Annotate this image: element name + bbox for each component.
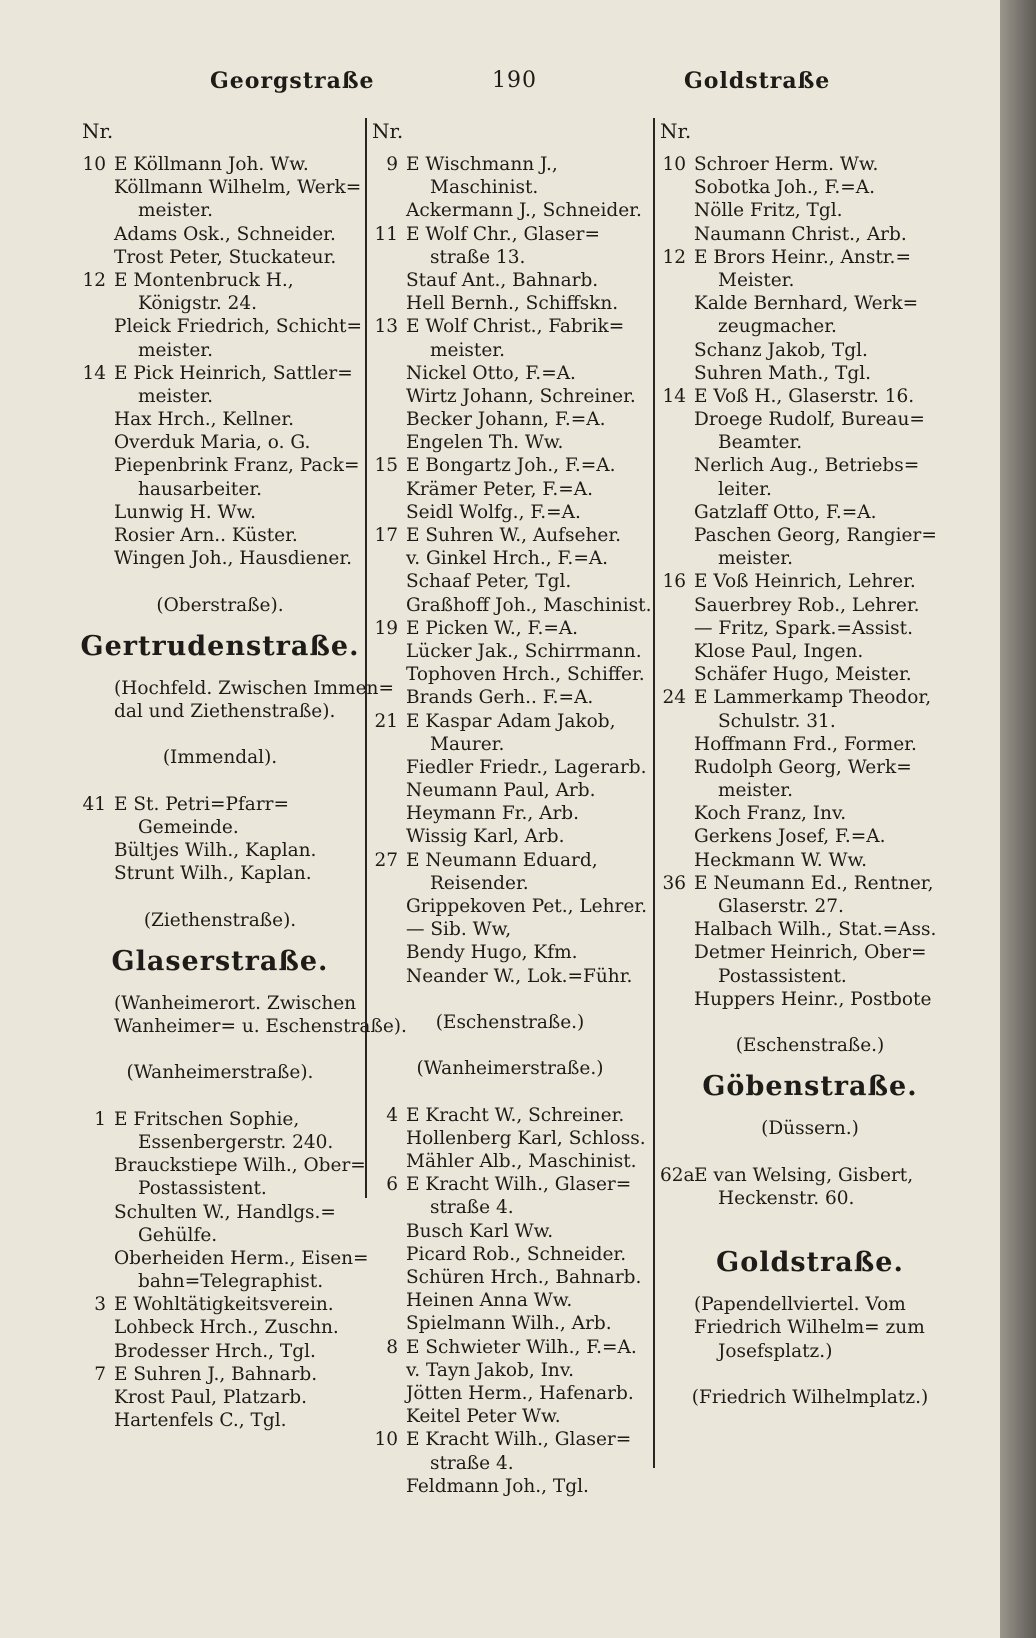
resident-line: Huppers Heinr., Postbote: [694, 988, 932, 1010]
house-entry: [372, 1428, 648, 1451]
resident-line: meister.: [718, 548, 793, 570]
resident-text: E Wischmann J.,: [406, 154, 558, 175]
resident-text: E Fritschen Sophie,: [114, 1108, 300, 1130]
street-heading: Gertrudenstraße.: [80, 630, 360, 662]
resident-line: Hartenfels C., Tgl.: [114, 1410, 287, 1432]
resident-text: E Picken W., F.=A.: [406, 617, 579, 639]
resident-text: E Schwieter Wilh., F.=A.: [406, 1336, 637, 1358]
resident-line: Oberheiden Herm., Eisen=: [114, 1247, 369, 1269]
house-entry: [372, 153, 648, 176]
resident-line: Lunwig H. Ww.: [114, 501, 257, 523]
house-entry: [660, 872, 960, 895]
resident-line: Graßhoff Joh., Maschinist.: [406, 594, 652, 616]
house-number: 21: [374, 710, 398, 732]
resident-line: (Wanheimerort. Zwischen: [114, 992, 357, 1014]
house-entry: [372, 315, 648, 338]
house-entry: [80, 1108, 360, 1131]
resident-text: E Suhren W., Aufseher.: [406, 525, 622, 546]
resident-text: E Voß Heinrich, Lehrer.: [694, 571, 916, 593]
house-number: 13: [374, 316, 398, 338]
house-entry: [372, 223, 648, 246]
house-number: 24: [662, 687, 686, 709]
resident-line: meister.: [430, 339, 505, 361]
spacer: [372, 988, 648, 1011]
resident-line: Reisender.: [430, 872, 529, 894]
resident-line: meister.: [718, 780, 793, 802]
page-edge: [1000, 0, 1036, 1638]
resident-line: — Sib. Ww,: [406, 919, 512, 941]
resident-line: Seidl Wolfg., F.=A.: [406, 501, 581, 523]
spacer: [372, 1034, 648, 1057]
running-head-right: Goldstraße: [684, 68, 831, 94]
resident-text: E Kracht Wilh., Glaser=: [406, 1429, 632, 1451]
house-entry: [80, 1363, 360, 1386]
resident-line: hausarbeiter.: [138, 478, 263, 500]
spacer: [80, 1038, 360, 1061]
resident-line: v. Tayn Jakob, Inv.: [406, 1359, 574, 1381]
house-number: 16: [662, 571, 686, 593]
spacer: [80, 1085, 360, 1108]
house-number: 41: [82, 793, 106, 815]
resident-line: Königstr. 24.: [138, 293, 258, 315]
resident-line: Wissig Karl, Arb.: [406, 826, 565, 848]
house-entry: [80, 153, 360, 176]
resident-line: Droege Rudolf, Bureau=: [694, 409, 925, 431]
resident-line: Gemeinde.: [138, 816, 239, 838]
resident-line: straße 4.: [430, 1452, 514, 1474]
spacer: [80, 885, 360, 908]
resident-line: Pleick Friedrich, Schicht=: [114, 316, 362, 338]
house-entry: [660, 153, 960, 176]
cross-street: (Oberstraße).: [156, 594, 284, 616]
house-number: 7: [94, 1363, 106, 1385]
resident-line: straße 4.: [430, 1197, 514, 1219]
resident-text: E Pick Heinrich, Sattler=: [114, 362, 353, 384]
resident-line: Spielmann Wilh., Arb.: [406, 1313, 612, 1335]
resident-line: Schulten W., Handlgs.=: [114, 1201, 336, 1223]
resident-line: Josefsplatz.): [718, 1340, 833, 1362]
house-number: 27: [374, 849, 398, 871]
resident-line: Nölle Fritz, Tgl.: [694, 200, 843, 222]
resident-line: Hax Hrch., Kellner.: [114, 409, 295, 431]
house-entry: [372, 454, 648, 477]
resident-line: v. Ginkel Hrch., F.=A.: [406, 548, 609, 570]
cross-street: (Eschenstraße.): [435, 1011, 585, 1033]
house-number: 11: [374, 223, 398, 245]
house-number: 62a: [660, 1164, 695, 1186]
resident-text: E Montenbruck H.,: [114, 269, 294, 291]
resident-line: Klose Paul, Ingen.: [694, 640, 864, 662]
resident-line: Halbach Wilh., Stat.=Ass.: [694, 919, 937, 941]
house-entry: [660, 686, 960, 709]
house-number: 14: [82, 362, 106, 384]
cross-street: (Ziethenstraße).: [143, 909, 297, 931]
resident-line: Neander W., Lok.=Führ.: [406, 965, 633, 987]
cross-street: (Friedrich Wilhelmplatz.): [691, 1387, 929, 1408]
house-entry: [80, 362, 360, 385]
house-entry: [660, 246, 960, 269]
spacer: [80, 723, 360, 746]
page-number: 190: [492, 68, 537, 93]
resident-text: E van Welsing, Gisbert,: [694, 1164, 914, 1186]
resident-line: (Hochfeld. Zwischen Immen=: [114, 677, 394, 699]
resident-line: Hollenberg Karl, Schloss.: [406, 1127, 646, 1149]
resident-line: Schaaf Peter, Tgl.: [406, 571, 572, 593]
resident-line: meister.: [138, 339, 213, 361]
cross-street: (Düssern.): [761, 1118, 859, 1140]
resident-line: Sobotka Joh., F.=A.: [694, 177, 876, 199]
resident-line: Schüren Hrch., Bahnarb.: [406, 1267, 642, 1288]
resident-line: Mähler Alb., Maschinist.: [406, 1151, 637, 1173]
resident-line: meister.: [138, 385, 213, 407]
column-label: Nr.: [660, 119, 692, 143]
resident-line: Schulstr. 31.: [718, 710, 836, 732]
resident-line: Schanz Jakob, Tgl.: [694, 339, 868, 361]
resident-line: Schäfer Hugo, Meister.: [694, 664, 912, 686]
resident-line: Gatzlaff Otto, F.=A.: [694, 501, 877, 523]
resident-line: Engelen Th. Ww.: [406, 432, 564, 454]
resident-line: Fiedler Friedr., Lagerarb.: [406, 756, 647, 778]
house-number: 17: [374, 525, 398, 546]
resident-line: Lohbeck Hrch., Zuschn.: [114, 1317, 339, 1339]
column-divider: [653, 118, 655, 1468]
resident-line: Koch Franz, Inv.: [694, 803, 847, 825]
resident-line: Nerlich Aug., Betriebs=: [694, 455, 920, 477]
cross-street: (Immendal).: [162, 747, 278, 769]
resident-line: Ackermann J., Schneider.: [406, 200, 642, 222]
house-entry: [372, 617, 648, 640]
house-number: 1: [94, 1108, 106, 1130]
resident-line: Brodesser Hrch., Tgl.: [114, 1340, 316, 1362]
resident-line: Krost Paul, Platzarb.: [114, 1387, 308, 1408]
resident-line: Brands Gerh.. F.=A.: [406, 687, 594, 709]
resident-text: E Bongartz Joh., F.=A.: [406, 455, 616, 477]
spacer: [660, 1210, 960, 1233]
resident-text: E St. Petri=Pfarr=: [114, 793, 290, 815]
house-entry: [660, 385, 960, 408]
column-label: Nr.: [82, 119, 114, 143]
resident-line: Kalde Bernhard, Werk=: [694, 293, 919, 315]
resident-text: E Köllmann Joh. Ww.: [114, 154, 309, 175]
resident-line: Feldmann Joh., Tgl.: [406, 1475, 589, 1497]
column-label: Nr.: [372, 119, 404, 143]
resident-line: Paschen Georg, Rangier=: [694, 525, 937, 546]
house-number: 15: [374, 455, 398, 477]
house-entry: [372, 710, 648, 733]
resident-text: E Kaspar Adam Jakob,: [406, 710, 616, 732]
spacer: [660, 1363, 960, 1386]
spacer: [660, 1011, 960, 1034]
spacer: [660, 1141, 960, 1164]
resident-line: Tophoven Hrch., Schiffer.: [406, 664, 645, 686]
resident-text: E Neumann Eduard,: [406, 849, 598, 871]
resident-line: straße 13.: [430, 246, 526, 268]
resident-line: Heinen Anna Ww.: [406, 1290, 573, 1312]
resident-line: Jötten Herm., Hafenarb.: [406, 1382, 634, 1404]
house-number: 36: [662, 872, 686, 894]
resident-line: Gehülfe.: [138, 1224, 218, 1246]
running-head-left: Georgstraße: [210, 68, 375, 94]
resident-line: Gerkens Josef, F.=A.: [694, 826, 886, 848]
resident-text: E Brors Heinr., Anstr.=: [694, 246, 911, 268]
house-number: 3: [94, 1294, 106, 1316]
house-entry: [80, 1293, 360, 1316]
resident-line: Meister.: [718, 269, 795, 291]
cross-street: (Wanheimerstraße.): [416, 1058, 604, 1080]
resident-line: Hoffmann Frd., Former.: [694, 733, 917, 755]
house-entry: [372, 1173, 648, 1196]
resident-line: Wanheimer= u. Eschenstraße).: [114, 1016, 407, 1037]
house-entry: [372, 524, 648, 547]
resident-text: E Lammerkamp Theodor,: [694, 687, 932, 709]
house-number: 4: [386, 1104, 398, 1126]
resident-line: bahn=Telegraphist.: [138, 1271, 324, 1293]
house-number: 14: [662, 385, 686, 407]
house-number: 10: [662, 154, 686, 175]
resident-line: leiter.: [718, 478, 772, 500]
resident-line: Heckenstr. 60.: [718, 1187, 855, 1209]
resident-line: dal und Ziethenstraße).: [114, 700, 336, 722]
resident-text: E Kracht Wilh., Glaser=: [406, 1174, 632, 1196]
house-number: 12: [82, 269, 106, 291]
house-number: 6: [386, 1174, 398, 1196]
resident-text: E Neumann Ed., Rentner,: [694, 872, 934, 894]
resident-line: Becker Johann, F.=A.: [406, 409, 606, 431]
house-entry: [372, 849, 648, 872]
resident-line: Adams Osk., Schneider.: [114, 223, 336, 245]
resident-line: (Papendellviertel. Vom: [694, 1294, 906, 1316]
resident-line: Lücker Jak., Schirrmann.: [406, 640, 642, 662]
resident-line: Rosier Arn.. Küster.: [114, 525, 298, 546]
house-number: 8: [386, 1336, 398, 1358]
resident-line: Krämer Peter, F.=A.: [406, 478, 594, 500]
resident-text: E Wolf Chr., Glaser=: [406, 223, 600, 245]
resident-line: Köllmann Wilhelm, Werk=: [114, 177, 362, 199]
resident-line: Rudolph Georg, Werk=: [694, 756, 912, 778]
resident-line: Suhren Math., Tgl.: [694, 362, 872, 384]
resident-line: Nickel Otto, F.=A.: [406, 362, 576, 384]
street-heading: Glaserstraße.: [111, 945, 329, 977]
resident-line: Essenbergerstr. 240.: [138, 1131, 334, 1153]
resident-line: Picard Rob., Schneider.: [406, 1243, 627, 1265]
resident-line: Trost Peter, Stuckateur.: [114, 246, 337, 268]
house-number: 10: [82, 154, 106, 175]
street-heading: Goldstraße.: [716, 1247, 904, 1279]
resident-line: Grippekoven Pet., Lehrer.: [406, 896, 647, 917]
spacer: [80, 770, 360, 793]
resident-line: Friedrich Wilhelm= zum: [694, 1317, 925, 1339]
resident-line: Maschinist.: [430, 177, 539, 199]
resident-line: Heymann Fr., Arb.: [406, 803, 580, 825]
resident-line: Neumann Paul, Arb.: [406, 780, 596, 802]
resident-line: Detmer Heinrich, Ober=: [694, 942, 927, 964]
resident-line: Beamter.: [718, 432, 803, 454]
resident-line: zeugmacher.: [718, 316, 837, 338]
resident-line: Glaserstr. 27.: [718, 896, 844, 917]
resident-line: Busch Karl Ww.: [406, 1220, 554, 1242]
directory-column-2: [372, 153, 652, 1498]
resident-line: Keitel Peter Ww.: [406, 1406, 561, 1428]
resident-line: Overduk Maria, o. G.: [114, 432, 311, 454]
street-heading: Göbenstraße.: [702, 1071, 918, 1103]
resident-line: meister.: [138, 200, 213, 222]
spacer: [80, 570, 360, 593]
house-entry: [80, 269, 360, 292]
resident-text: E Wohltätigkeitsverein.: [114, 1294, 334, 1316]
house-entry: [660, 570, 960, 593]
house-entry: [372, 1104, 648, 1127]
cross-street: (Wanheimerstraße).: [126, 1062, 314, 1084]
house-entry: [660, 1164, 960, 1187]
resident-line: Wirtz Johann, Schreiner.: [406, 385, 636, 407]
resident-text: E Kracht W., Schreiner.: [406, 1104, 625, 1126]
resident-text: E Suhren J., Bahnarb.: [114, 1363, 318, 1385]
house-number: 10: [374, 1429, 398, 1451]
resident-line: Strunt Wilh., Kaplan.: [114, 863, 312, 885]
resident-line: Hell Bernh., Schiffskn.: [406, 293, 619, 315]
resident-line: Wingen Joh., Hausdiener.: [114, 548, 353, 570]
resident-text: E Wolf Christ., Fabrik=: [406, 316, 625, 338]
resident-line: Brauckstiepe Wilh., Ober=: [114, 1155, 366, 1177]
resident-line: Sauerbrey Rob., Lehrer.: [694, 594, 920, 616]
directory-column-3: [660, 153, 960, 1409]
spacer: [372, 1081, 648, 1104]
resident-line: Naumann Christ., Arb.: [694, 223, 907, 245]
resident-line: Bendy Hugo, Kfm.: [406, 942, 578, 964]
resident-line: Stauf Ant., Bahnarb.: [406, 269, 599, 291]
resident-line: Piepenbrink Franz, Pack=: [114, 455, 360, 477]
resident-line: Maurer.: [430, 733, 505, 755]
house-number: 12: [662, 246, 686, 268]
house-number: 19: [374, 617, 398, 639]
resident-text: E Voß H., Glaserstr. 16.: [694, 385, 915, 407]
house-number: 9: [386, 154, 398, 175]
cross-street: (Eschenstraße.): [735, 1035, 885, 1057]
resident-line: Postassistent.: [718, 965, 847, 987]
resident-line: — Fritz, Spark.=Assist.: [694, 617, 913, 639]
house-entry: [80, 793, 360, 816]
resident-line: Bültjes Wilh., Kaplan.: [114, 840, 317, 862]
resident-text: Schroer Herm. Ww.: [694, 154, 879, 175]
house-entry: [372, 1336, 648, 1359]
resident-line: Postassistent.: [138, 1178, 267, 1200]
resident-line: Heckmann W. Ww.: [694, 849, 868, 871]
